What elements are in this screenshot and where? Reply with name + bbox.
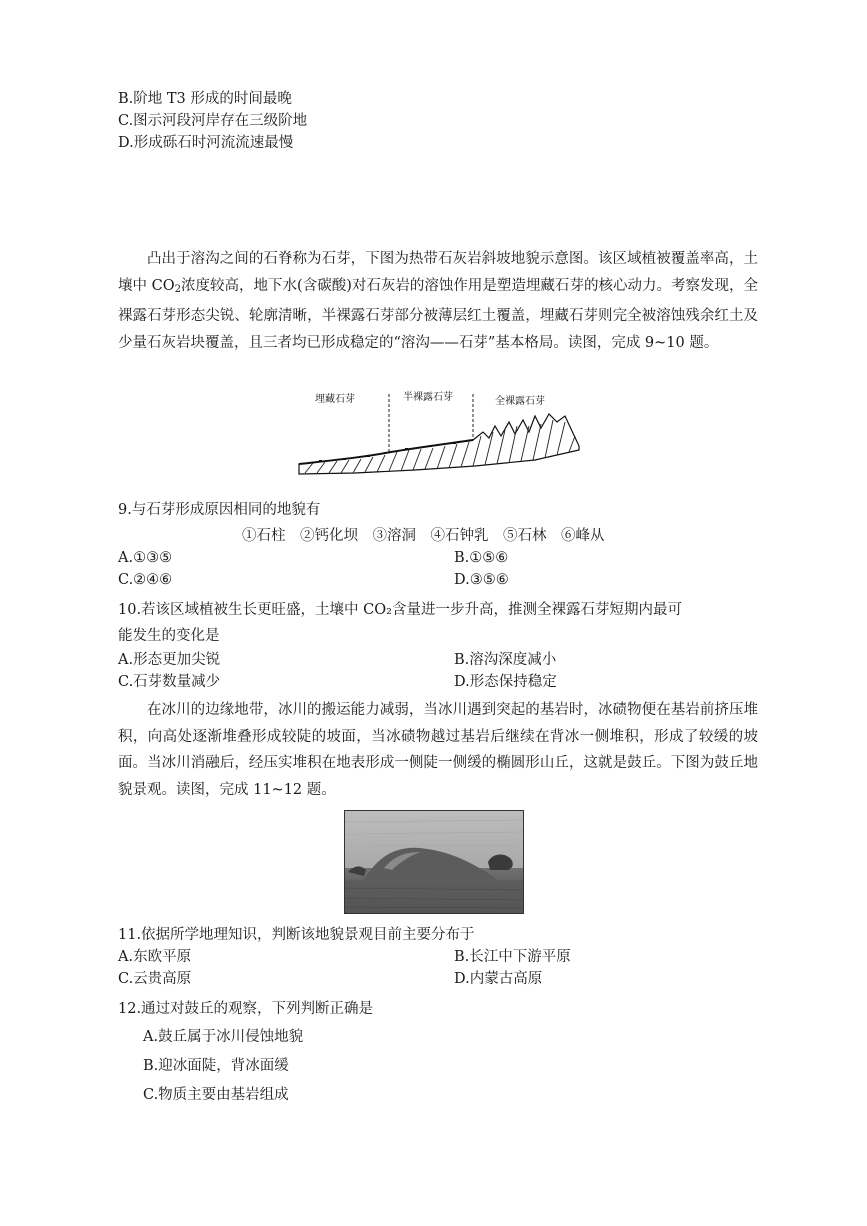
question-11-option-d: D.内蒙古高原 — [454, 971, 543, 987]
question-9-option-a: A.①③⑤ — [118, 550, 173, 566]
question-10-option-d: D.形态保持稳定 — [454, 674, 557, 690]
question-9-items: ①石柱 ②钙化坝 ③溶洞 ④石钟乳 ⑤石林 ⑥峰从 — [242, 528, 605, 544]
question-10-stem-line1: 10.若该区域植被生长更旺盛，土壤中 CO₂含量进一步升高，推测全裸露石芽短期内最可 — [118, 602, 682, 618]
question-11-option-c: C.云贵高原 — [118, 971, 192, 987]
question-9-option-c: C.②④⑥ — [118, 572, 173, 588]
question-9-option-d: D.③⑤⑥ — [454, 572, 509, 588]
question-9-option-b: B.①⑤⑥ — [454, 550, 509, 566]
question-11-stem: 11.依据所学地理知识，判断该地貌景观目前主要分布于 — [118, 927, 475, 943]
option-c-prev: C.图示河段河岸存在三级阶地 — [118, 113, 308, 129]
passage-karst — [118, 246, 758, 356]
question-12-option-b: B.迎冰面陡，背冰面缓 — [143, 1058, 289, 1074]
question-10-option-c: C.石芽数量减少 — [118, 674, 221, 690]
option-b-prev: B.阶地 T3 形成的时间最晚 — [118, 91, 292, 107]
passage-karst-part2: 浓度较高，地下水(含碳酸)对石灰岩的溶蚀作用是塑造埋藏石芽的核心动力。考察发现，全裸露石芽形态尖锐、轮廓清晰，半裸露石芽部分被薄层红土覆盖，埋藏石芽则完全被溶蚀残余红土及少量石灰岩块覆盖，且三者均已形成稳定的“溶沟——石芽”基本格局。读图，完成 9~10 题。 — [118, 277, 758, 351]
question-12-option-c: C.物质主要由基岩组成 — [143, 1087, 289, 1103]
passage-karst-part1: 凸出于溶沟之间的石脊称为石芽，下图为热带石灰岩斜坡地貌示意图。该区域植被覆盖率高，土壤中 CO — [118, 251, 758, 294]
question-10-option-b: B.溶沟深度减小 — [454, 652, 557, 668]
question-12-stem: 12.通过对鼓丘的观察，下列判断正确是 — [118, 1001, 374, 1017]
label-half-exposed-stone-bud: 半裸露石芽 — [403, 392, 453, 403]
question-11-option-a: A.东欧平原 — [118, 949, 192, 965]
question-10-stem-line2: 能发生的变化是 — [118, 628, 220, 644]
question-12-option-a: A.鼓丘属于冰川侵蚀地貌 — [143, 1029, 304, 1045]
label-fully-exposed-stone-bud: 全裸露石芽 — [495, 396, 545, 407]
question-10-option-a: A.形态更加尖锐 — [118, 652, 221, 668]
question-11-option-b: B.长江中下游平原 — [454, 949, 571, 965]
passage-drumlin: 在冰川的边缘地带，冰川的搬运能力减弱，当冰川遇到突起的基岩时，冰碛物便在基岩前挤压堆积，向高处逐渐堆叠形成较陡的坡面，当冰碛物越过基岩后继续在背冰一侧堆积，形成了较缓的坡面。当冰川消融后，经压实堆积在地表形成一侧陡一侧缓的椭圆形山丘，这就是鼓丘。下图为鼓丘地貌景观。读图，完成 11~12 题。 — [118, 702, 758, 798]
label-buried-stone-bud: 埋藏石芽 — [315, 394, 355, 405]
question-9-stem: 9.与石芽形成原因相同的地貌有 — [118, 502, 321, 518]
karst-slope-diagram — [295, 386, 585, 482]
option-d-prev: D.形成砾石时河流流速最慢 — [118, 135, 294, 151]
co2-subscript: 2 — [174, 283, 181, 295]
drumlin-landscape-photo — [344, 810, 524, 914]
